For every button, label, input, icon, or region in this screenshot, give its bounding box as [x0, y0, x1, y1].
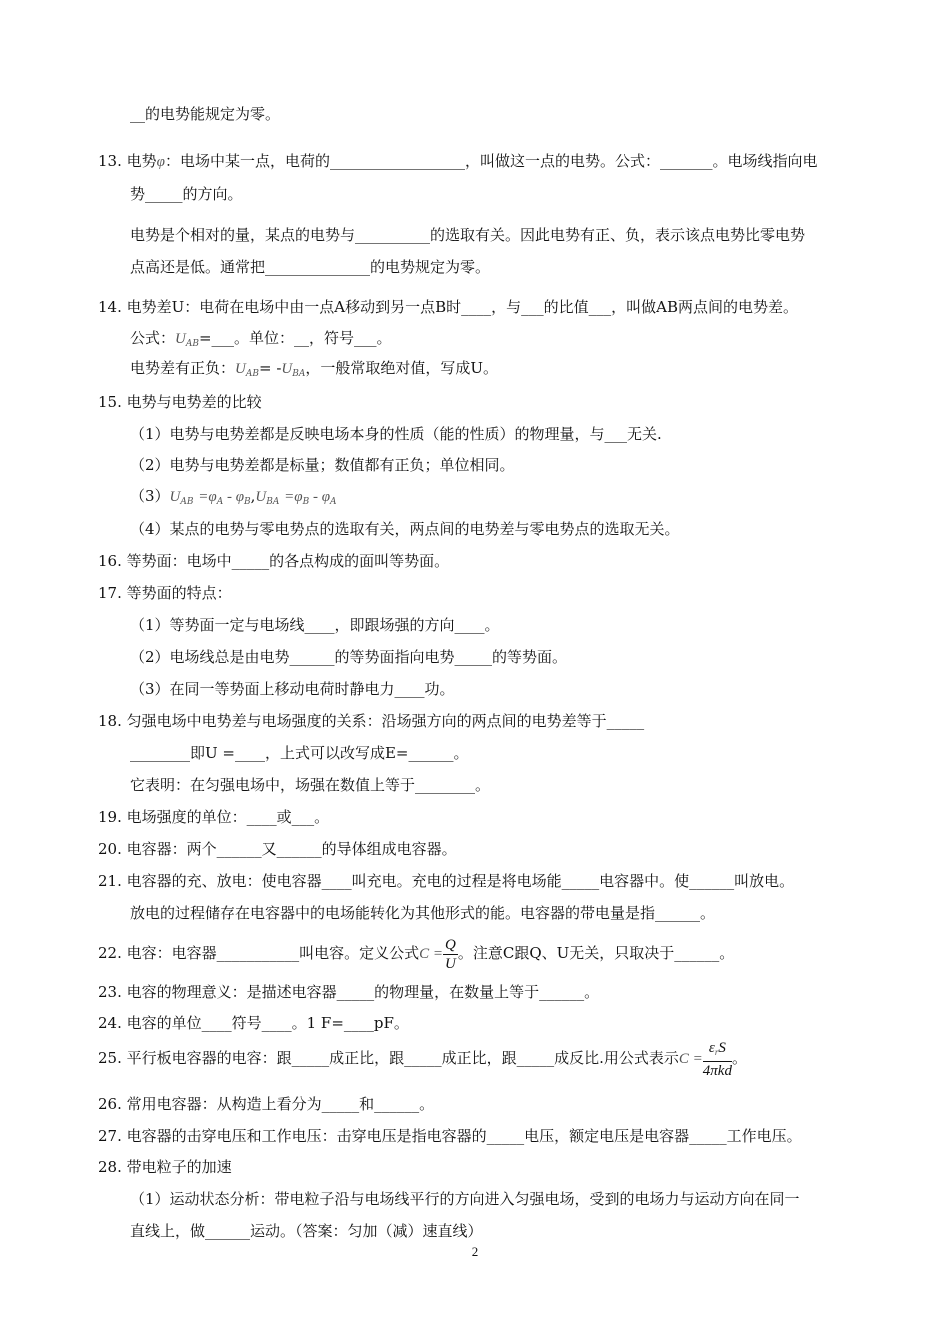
item-14-sign	[130, 358, 498, 384]
item-18-cont: ________即U =____，上式可以改写成E=______。	[130, 744, 469, 762]
eq-phi: =φ	[284, 489, 303, 505]
item-19: 19. 电场强度的单位：____或___。	[98, 808, 330, 826]
epsilon: ε	[708, 1039, 715, 1056]
item-13-note-2: 点高还是低。通常把______________的电势规定为零。	[130, 258, 491, 276]
sign-label: 电势差有正负：	[130, 359, 236, 377]
s-symbol: S	[718, 1039, 726, 1056]
item-17-1: （1）等势面一定与电场线____，即跟场强的方向____。	[130, 616, 500, 634]
item-17: 17. 等势面的特点：	[98, 584, 232, 602]
eps-sub-r: r	[714, 1046, 719, 1057]
item-14: 14. 电势差U：电荷在电场中由一点A移动到另一点B时____，与___的比值___，叫做AB两点间的电势差。	[98, 298, 798, 316]
u-sub-ba: BA	[266, 497, 280, 507]
comma: ,	[250, 487, 256, 505]
u-symbol: U	[175, 331, 186, 347]
u-symbol: U	[255, 489, 267, 505]
item-15-3-label: （3）	[130, 487, 170, 505]
item-18: 18. 匀强电场中电势差与电场强度的关系：沿场强方向的两点间的电势差等于_____	[98, 712, 645, 730]
item-22-text: 22. 电容：电容器___________叫电容。定义公式	[98, 944, 420, 962]
item-22-note: 。注意C跟Q、U无关，只取决于______。	[457, 944, 735, 962]
item-27: 27. 电容器的击穿电压和工作电压：击穿电压是指电容器的_____电压，额定电压是电容器_____工作电压。	[98, 1127, 802, 1145]
u-symbol: U	[281, 361, 293, 377]
u-symbol: U	[235, 361, 246, 377]
item-13-note-1: 电势是个相对的量，某点的电势与__________的选取有关。因此电势有正、负，表示该点电势比零电势	[130, 226, 806, 244]
item-21-cont: 放电的过程储存在电容器中的电场能转化为其他形式的能。电容器的带电量是指______。	[130, 904, 716, 922]
formula-label: 公式：	[130, 329, 176, 347]
item-13-cont: 势_____的方向。	[130, 185, 243, 203]
item-15-2: （2）电势与电势差都是标量；数值都有正负；单位相同。	[130, 456, 515, 474]
eq-minus: = -	[258, 359, 282, 377]
formula-text: =___。单位：__，符号___。	[198, 329, 392, 347]
phi-sub-b: B	[244, 497, 251, 507]
item-28: 28. 带电粒子的加速	[98, 1158, 232, 1176]
item-23: 23. 电容的物理意义：是描述电容器_____的物理量，在数量上等于______。	[98, 983, 600, 1001]
minus-phi: - φ	[223, 489, 245, 505]
u-sub-ba: BA	[292, 369, 306, 379]
frac-denominator: 4πkd	[702, 1062, 732, 1079]
item-25-end: 。	[731, 1049, 747, 1067]
c-equals: C =	[678, 1051, 703, 1067]
eq-phi: =φ	[198, 489, 217, 505]
item-25	[98, 1038, 747, 1080]
item-17-3: （3）在同一等势面上移动电荷时静电力____功。	[130, 680, 455, 698]
line-1: __的电势能规定为零。	[130, 105, 281, 123]
frac-denominator: U	[445, 955, 456, 972]
item-24: 24. 电容的单位____符号____。1 F=____pF。	[98, 1014, 409, 1032]
capacitance-fraction	[443, 936, 458, 973]
item-18-note: 它表明：在匀强电场中，场强在数值上等于________。	[130, 776, 491, 794]
minus-phi: - φ	[309, 489, 331, 505]
c-equals: C =	[419, 946, 444, 962]
item-25-text: 25. 平行板电容器的电容：跟_____成正比，跟_____成正比，跟_____成反比.用公式表示	[98, 1049, 679, 1067]
phi-symbol: φ	[156, 154, 165, 170]
item-15-1: （1）电势与电势差都是反映电场本身的性质（能的性质）的物理量，与___无关.	[130, 425, 662, 443]
item-15-4: （4）某点的电势与零电势点的选取有关，两点间的电势差与零电势点的选取无关。	[130, 520, 680, 538]
page-number: 2	[471, 1244, 479, 1259]
item-13-label: 13. 电势	[98, 152, 157, 170]
item-17-2: （2）电场线总是由电势______的等势面指向电势_____的等势面。	[130, 648, 568, 666]
item-13	[98, 151, 817, 172]
item-15-3	[130, 486, 337, 512]
plate-capacitor-fraction	[703, 1039, 732, 1080]
phi-sub-a: A	[216, 497, 224, 507]
u-sub-ab: AB	[185, 339, 199, 349]
phi-sub-a: A	[330, 497, 337, 507]
sign-text: ，一般常取绝对值，写成U。	[305, 359, 499, 377]
item-28-1-cont: 直线上，做______运动。（答案：匀加（减）速直线）	[130, 1222, 483, 1240]
item-21: 21. 电容器的充、放电：使电容器____叫充电。充电的过程是将电场能_____电容器中。使______叫放电。	[98, 872, 795, 890]
item-22	[98, 933, 734, 974]
phi-sub-b: B	[302, 497, 310, 507]
u-sub-ab: AB	[245, 369, 259, 379]
item-26: 26. 常用电容器：从构造上看分为_____和______。	[98, 1095, 435, 1113]
u-symbol: U	[169, 489, 181, 505]
frac-numerator: Q	[445, 936, 456, 953]
item-14-formula	[130, 328, 392, 354]
u-sub-ab: AB	[180, 497, 194, 507]
item-15: 15. 电势与电势差的比较	[98, 393, 262, 411]
item-20: 20. 电容器：两个______又______的导体组成电容器。	[98, 840, 457, 858]
item-28-1: （1）运动状态分析：带电粒子沿与电场线平行的方向进入匀强电场，受到的电场力与运动方向在同一	[130, 1190, 800, 1208]
frac-numerator	[703, 1039, 732, 1062]
item-16: 16. 等势面：电场中_____的各点构成的面叫等势面。	[98, 552, 450, 570]
item-13-text: ：电场中某一点，电荷的__________________，叫做这一点的电势。公式：_______。电场线指向电	[164, 152, 818, 170]
